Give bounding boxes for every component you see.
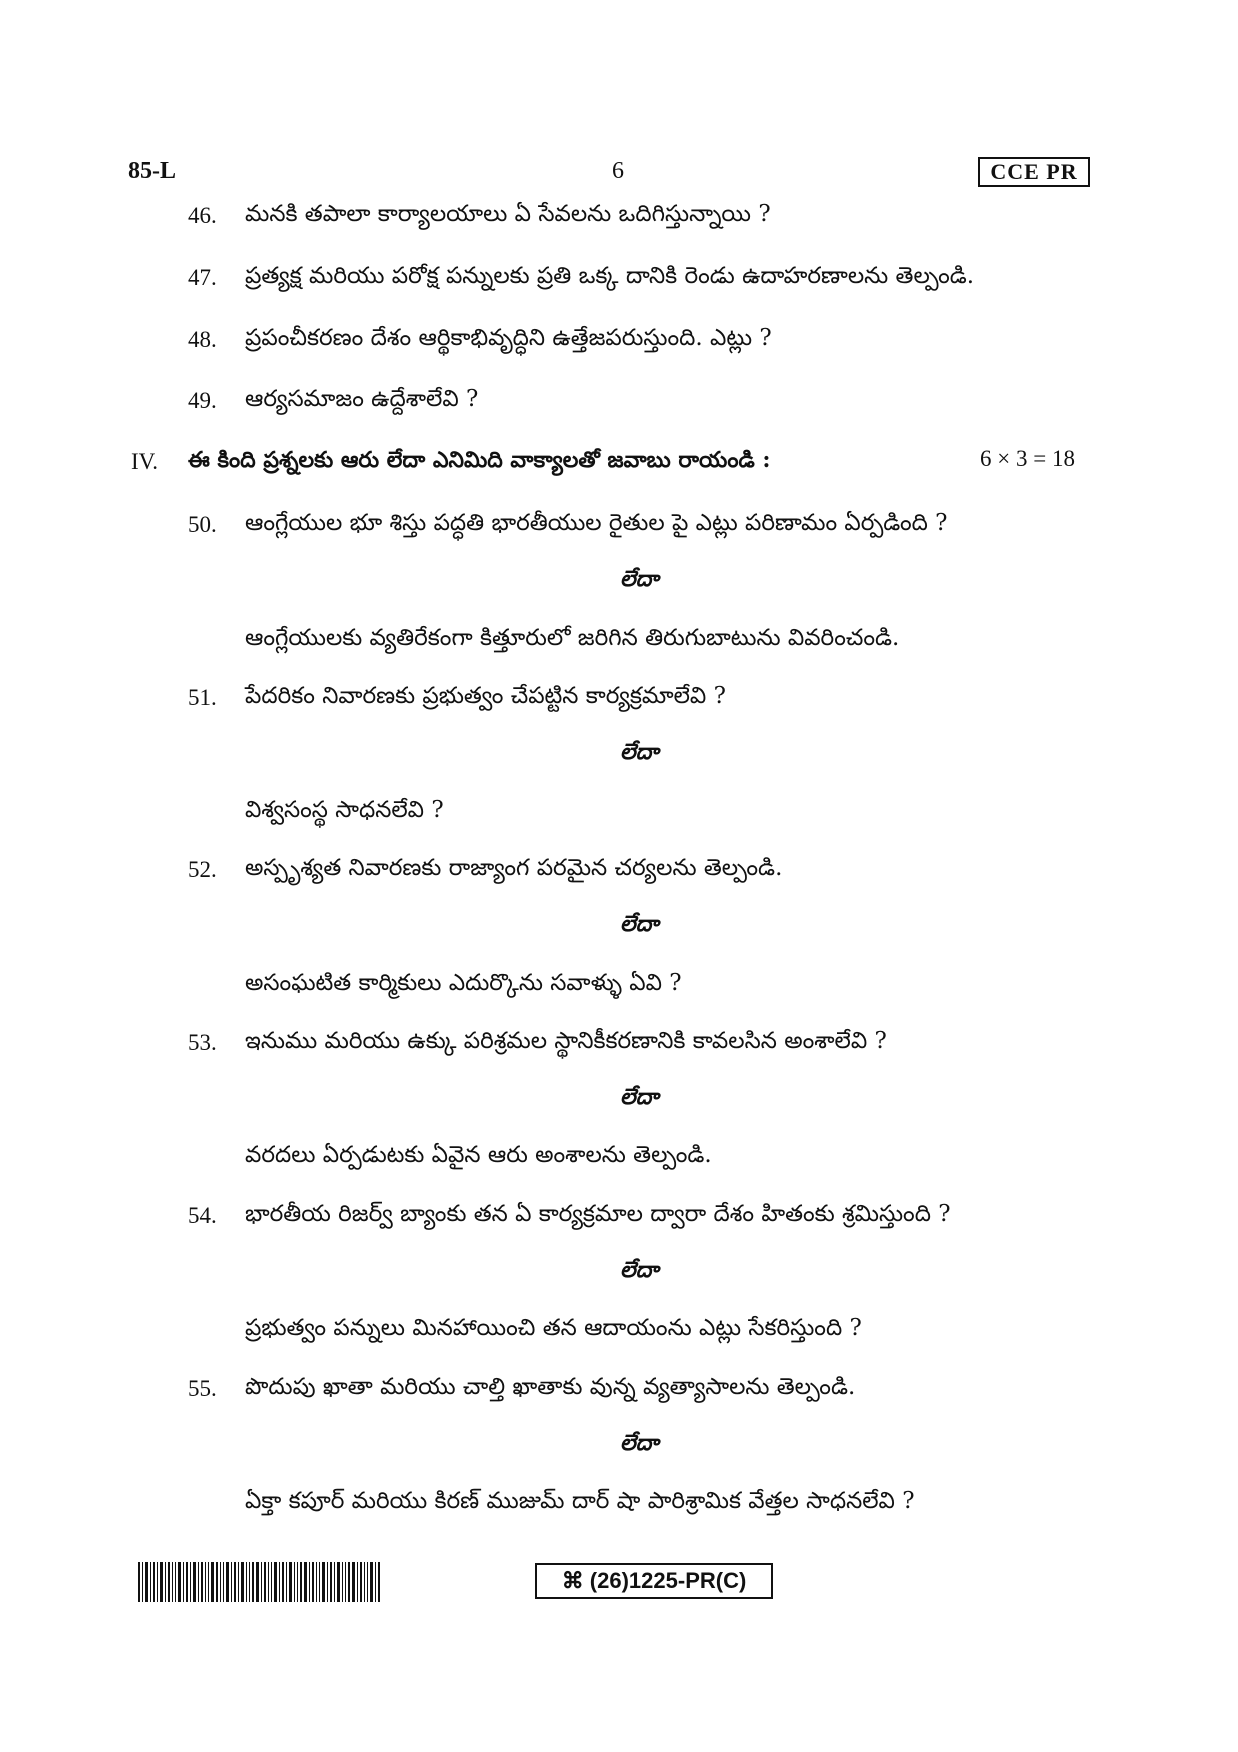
or-label: లేదా [620,1430,659,1456]
question-number: 53. [188,1030,217,1055]
alternative-question-text: ప్రభుత్వం పన్నులు మినహాయించి తన ఆదాయంను ఎట్లు సేకరిస్తుంది ? [245,1315,862,1341]
question-text: ఆర్యసమాజం ఉద్దేశాలేవి ? [245,386,479,412]
question-number: 55. [188,1376,217,1401]
section-instruction: ఈ కింది ప్రశ్నలకు ఆరు లేదా ఎనిమిది వాక్యాలతో జవాబు రాయండి : [188,447,771,473]
paper-type-badge: CCE PR [978,157,1090,187]
alternative-question-text: అసంఘటిత కార్మికులు ఎదుర్కొను సవాళ్ళు ఏవి ? [245,970,682,996]
question-text: ఇనుము మరియు ఉక్కు పరిశ్రమల స్థానికీకరణానికి కావలసిన అంశాలేవి ? [245,1028,887,1054]
question-number: 48. [188,327,217,352]
section-marks: 6 × 3 = 18 [980,446,1075,471]
question-number: 49. [188,388,217,413]
or-label: లేదా [620,566,659,592]
or-label: లేదా [620,1084,659,1110]
or-label: లేదా [620,739,659,765]
question-number: 54. [188,1203,217,1228]
question-text: అస్పృశ్యత నివారణకు రాజ్యాంగ పరమైన చర్యలను తెల్పండి. [245,855,783,881]
section-roman-numeral: IV. [131,449,159,474]
question-number: 52. [188,857,217,882]
alternative-question-text: వరదలు ఏర్పడుటకు ఏవైన ఆరు అంశాలను తెల్పండి. [245,1142,712,1168]
or-label: లేదా [620,911,659,937]
question-number: 46. [188,203,217,228]
footer-paper-code: ⌘ (26)1225-PR(C) [535,1563,773,1599]
question-text: పొదుపు ఖాతా మరియు చాల్తి ఖాతాకు వున్న వ్యత్యాసాలను తెల్పండి. [245,1374,856,1400]
question-text: పేదరికం నివారణకు ప్రభుత్వం చేపట్టిన కార్యక్రమాలేవి ? [245,683,726,709]
barcode-image [138,1562,382,1602]
question-text: ప్రపంచీకరణం దేశం ఆర్థికాభివృద్ధిని ఉత్తేజపరుస్తుంది. ఎట్లు ? [245,325,772,351]
question-text: ప్రత్యక్ష మరియు పరోక్ష పన్నులకు ప్రతి ఒక్క దానికి రెండు ఉదాహరణాలను తెల్పండి. [245,263,975,289]
page-number: 6 [612,158,624,184]
question-number: 50. [188,512,217,537]
question-number: 51. [188,685,217,710]
alternative-question-text: విశ్వసంస్థ సాధనలేవి ? [245,797,444,823]
alternative-question-text: ఆంగ్లేయులకు వ్యతిరేకంగా కిత్తూరులో జరిగిన తిరుగుబాటును వివరించండి. [245,625,900,651]
paper-code: 85-L [128,158,176,184]
alternative-question-text: ఏక్తా కపూర్ మరియు కిరణ్ ముజుమ్ దార్ షా పారిశ్రామిక వేత్తల సాధనలేవి ? [245,1488,915,1514]
question-text: ఆంగ్లేయుల భూ శిస్తు పద్ధతి భారతీయుల రైతుల పై ఎట్లు పరిణామం ఏర్పడింది ? [245,510,948,536]
question-text: మనకి తపాలా కార్యాలయాలు ఏ సేవలను ఒదిగిస్తున్నాయి ? [245,201,771,227]
question-text: భారతీయ రిజర్వ్ బ్యాంకు తన ఏ కార్యక్రమాల ద్వారా దేశం హితంకు శ్రమిస్తుంది ? [245,1201,951,1227]
question-number: 47. [188,265,217,290]
or-label: లేదా [620,1257,659,1283]
